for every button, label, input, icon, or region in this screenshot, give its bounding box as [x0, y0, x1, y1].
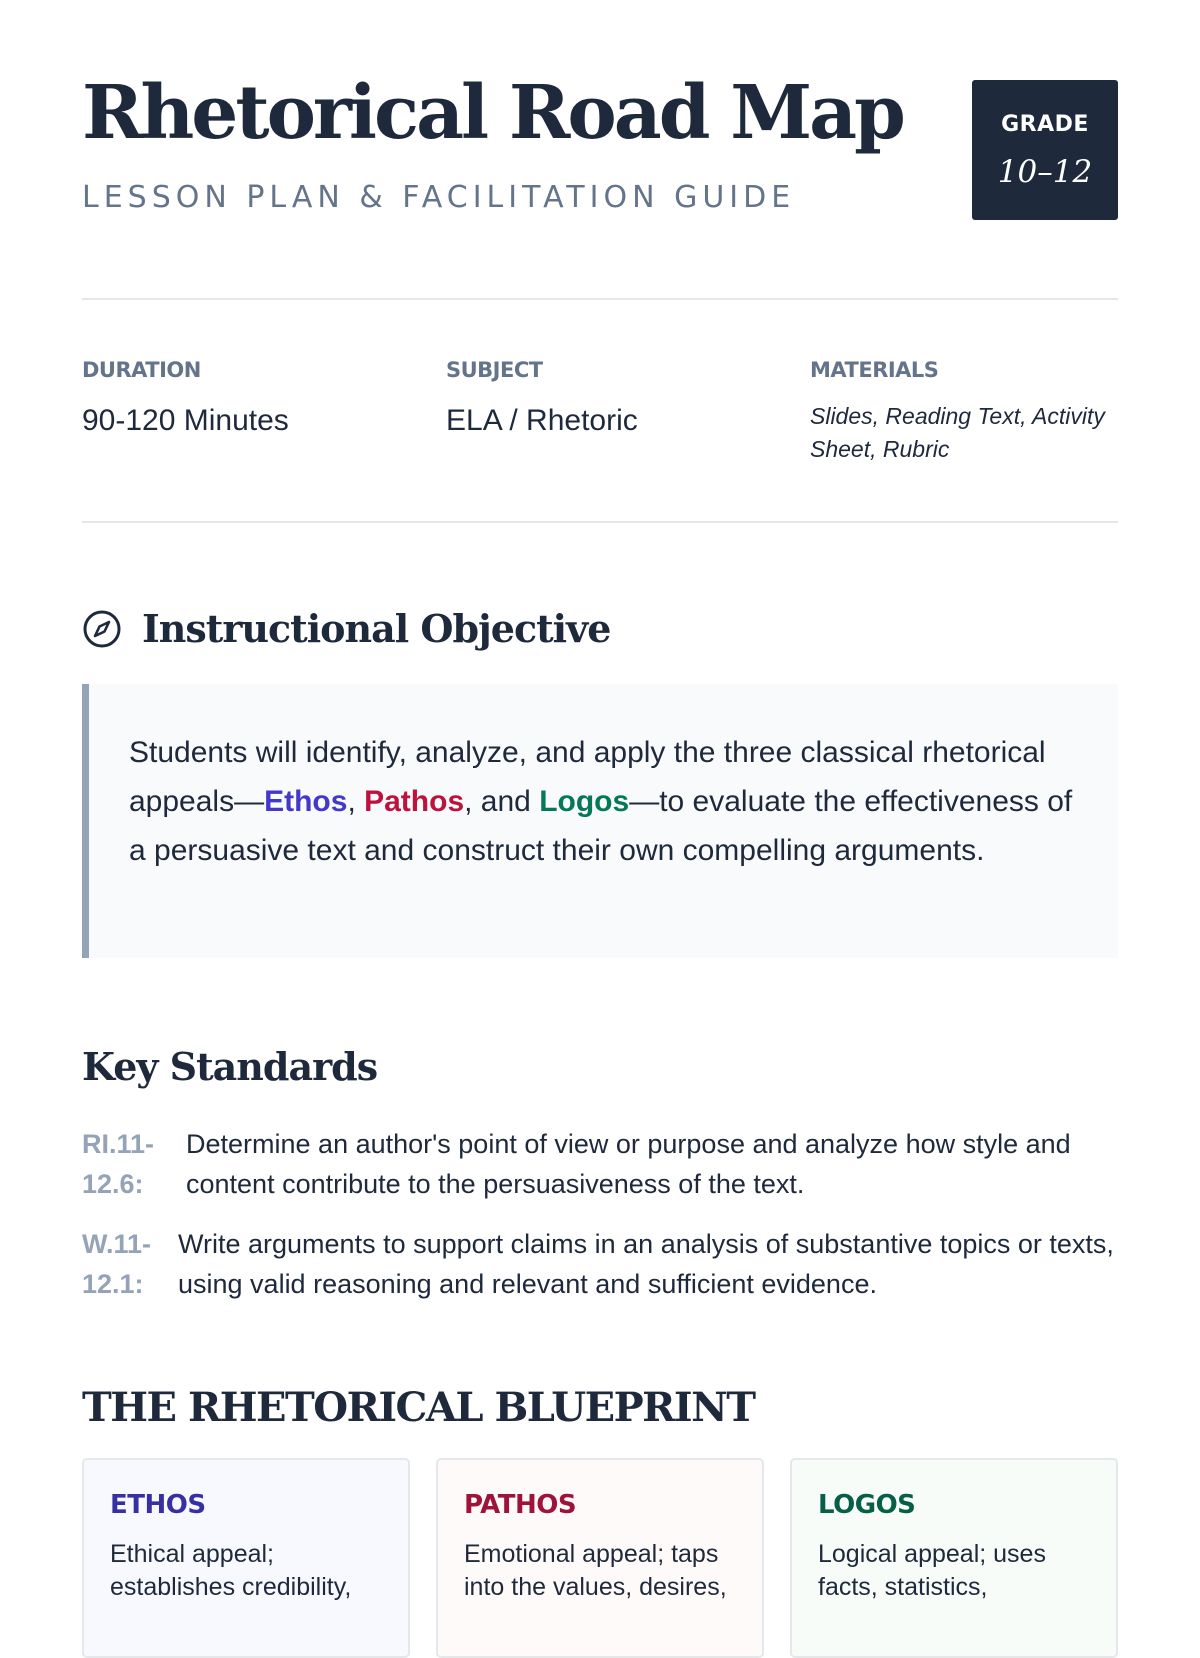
standard-code: W.11-12.1:: [82, 1229, 152, 1299]
ethos-card-text: Ethical appeal; establishes credibility,: [110, 1540, 352, 1601]
logos-term: Logos: [539, 785, 630, 818]
pathos-card: [436, 1458, 764, 1658]
pathos-card-text: Emotional appeal; taps into the values, desires,: [464, 1540, 727, 1601]
standard-item: [82, 1224, 1118, 1304]
objective-separator-2: , and: [464, 785, 540, 818]
compass-icon: [82, 609, 122, 649]
logos-card: [790, 1458, 1118, 1658]
objective-heading: [82, 606, 610, 651]
ethos-term: Ethos: [264, 785, 348, 818]
grade-label: GRADE: [1001, 112, 1089, 137]
subject-value: ELA / Rhetoric: [446, 404, 638, 437]
logos-card-text: Logical appeal; uses facts, statistics,: [818, 1540, 1046, 1601]
materials-value: Slides, Reading Text, Activity Sheet, Rubric: [810, 403, 1105, 462]
duration-label: DURATION: [82, 358, 201, 382]
ethos-card-title: ETHOS: [110, 1490, 206, 1520]
standard-text: Write arguments to support claims in an analysis of substantive topics or texts, using valid reasoning and relevant and sufficient evidence.: [178, 1229, 1114, 1299]
page-subtitle: LESSON PLAN & FACILITATION GUIDE: [82, 180, 796, 215]
appeal-cards: [82, 1458, 1118, 1638]
ethos-card: [82, 1458, 410, 1658]
meta-subject: [446, 358, 766, 438]
logos-card-title: LOGOS: [818, 1490, 916, 1520]
page-header: [82, 0, 1118, 300]
subject-label: SUBJECT: [446, 358, 543, 382]
standard-text: Determine an author's point of view or purpose and analyze how style and content contribute to the persuasiveness of the text.: [186, 1129, 1071, 1199]
materials-label: MATERIALS: [810, 358, 939, 382]
lesson-meta: [82, 300, 1118, 523]
grade-value: 10–12: [997, 154, 1093, 190]
objective-separator-1: ,: [347, 785, 365, 818]
blueprint-title: THE RHETORICAL BLUEPRINT: [82, 1384, 755, 1431]
standards-title: Key Standards: [82, 1044, 378, 1089]
objective-text-end: —to evaluate the effectiveness of a persuasive text and construct their own compelling arguments.: [129, 785, 1073, 867]
page-title: Rhetorical Road Map: [82, 70, 903, 156]
standard-item: [82, 1124, 1118, 1204]
grade-badge: [972, 80, 1118, 220]
duration-value: 90-120 Minutes: [82, 404, 289, 437]
pathos-term: Pathos: [364, 785, 465, 818]
objective-text-start: Students will identify, analyze, and apply the three classical rhetorical appeals—: [129, 736, 1046, 818]
standards-list: [82, 1124, 1118, 1324]
pathos-card-title: PATHOS: [464, 1490, 577, 1520]
objective-title: Instructional Objective: [142, 606, 611, 651]
objective-callout: [82, 684, 1118, 958]
standard-code: RI.11-12.6:: [82, 1129, 155, 1199]
meta-duration: [82, 358, 402, 438]
meta-materials: [810, 358, 1120, 466]
